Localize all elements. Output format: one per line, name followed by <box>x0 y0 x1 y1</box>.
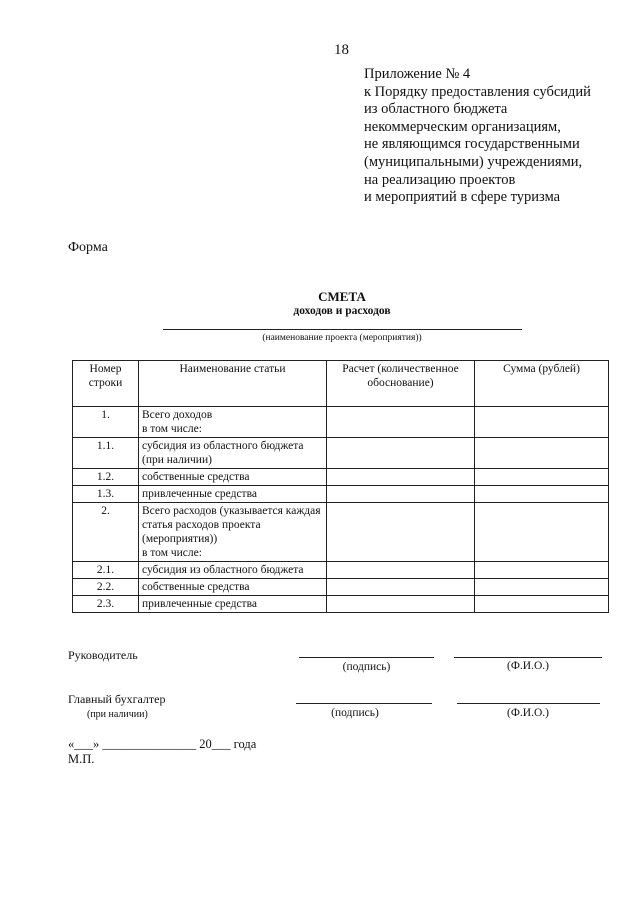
row-number: 2.2. <box>73 579 139 596</box>
row-number: 1.1. <box>73 438 139 469</box>
accountant-signature-caption: (подпись) <box>331 707 379 719</box>
row-item-name: собственные средства <box>139 579 327 596</box>
row-amount-cell[interactable] <box>475 469 609 486</box>
appendix-heading <box>364 66 591 207</box>
row-item-name: привлеченные средства <box>139 486 327 503</box>
appendix-line: некоммерческим организациям, <box>364 118 561 135</box>
row-amount-cell[interactable] <box>475 562 609 579</box>
project-name-caption: (наименование проекта (мероприятия)) <box>262 333 422 343</box>
accountant-note: (при наличии) <box>87 709 148 720</box>
table-row <box>73 486 609 503</box>
row-item-name: привлеченные средства <box>139 596 327 613</box>
table-row <box>73 503 609 562</box>
row-number: 1. <box>73 407 139 438</box>
head-label: Руководитель <box>68 648 138 662</box>
appendix-line: не являющимся государственными <box>364 136 580 153</box>
row-item-name: собственные средства <box>139 469 327 486</box>
row-calculation-cell[interactable] <box>327 579 475 596</box>
header-item-name: Наименование статьи <box>139 361 327 407</box>
row-number: 1.2. <box>73 469 139 486</box>
head-name-caption: (Ф.И.О.) <box>507 660 549 672</box>
row-amount-cell[interactable] <box>475 407 609 438</box>
row-calculation-cell[interactable] <box>327 596 475 613</box>
table-row <box>73 407 609 438</box>
document-title: СМЕТА <box>318 289 366 304</box>
row-amount-cell[interactable] <box>475 596 609 613</box>
table-row <box>73 469 609 486</box>
row-item-line: в том числе: <box>142 547 202 559</box>
row-amount-cell[interactable] <box>475 438 609 469</box>
date-line: «___» _______________ 20___ года <box>68 737 257 751</box>
table-row <box>73 579 609 596</box>
row-item-name <box>139 503 327 562</box>
appendix-line: (муниципальными) учреждениями, <box>364 153 583 170</box>
appendix-line: Приложение № 4 <box>364 66 471 82</box>
accountant-name-caption: (Ф.И.О.) <box>507 707 549 719</box>
appendix-line: и мероприятий в сфере туризма <box>364 189 561 206</box>
row-calculation-cell[interactable] <box>327 562 475 579</box>
row-item-line: в том числе: <box>142 423 202 435</box>
row-item-name: субсидия из областного бюджета (при наличии) <box>139 438 327 469</box>
header-amount: Сумма (рублей) <box>475 361 609 407</box>
appendix-line: к Порядку предоставления субсидий <box>364 83 591 100</box>
page-number: 18 <box>334 42 349 58</box>
row-calculation-cell[interactable] <box>327 486 475 503</box>
header-calculation: Расчет (количественное обоснование) <box>327 361 475 407</box>
row-calculation-cell[interactable] <box>327 407 475 438</box>
appendix-line: на реализацию проектов <box>364 171 516 188</box>
row-calculation-cell[interactable] <box>327 438 475 469</box>
table-row <box>73 438 609 469</box>
row-item-line: Всего доходов <box>142 409 213 421</box>
row-calculation-cell[interactable] <box>327 469 475 486</box>
row-number: 1.3. <box>73 486 139 503</box>
row-item-line: Всего расходов (указывается каждая статья расходов проекта (мероприятия)) <box>142 505 321 545</box>
accountant-label: Главный бухгалтер <box>68 692 166 706</box>
head-signature-caption: (подпись) <box>342 661 391 673</box>
table-row <box>73 596 609 613</box>
head-signature-line[interactable] <box>299 657 434 658</box>
row-calculation-cell[interactable] <box>327 503 475 562</box>
head-name-line[interactable] <box>454 657 602 658</box>
appendix-line: из областного бюджета <box>364 101 508 118</box>
estimate-table <box>72 360 609 613</box>
form-label: Форма <box>68 240 108 255</box>
row-number: 2.1. <box>73 562 139 579</box>
stamp-label: М.П. <box>68 752 95 766</box>
row-amount-cell[interactable] <box>475 579 609 596</box>
row-number: 2.3. <box>73 596 139 613</box>
row-amount-cell[interactable] <box>475 503 609 562</box>
header-row-number: Номер строки <box>73 361 139 407</box>
row-amount-cell[interactable] <box>475 486 609 503</box>
table-row <box>73 562 609 579</box>
document-subtitle: доходов и расходов <box>293 305 391 317</box>
row-item-name <box>139 407 327 438</box>
accountant-name-line[interactable] <box>457 703 600 704</box>
project-name-line <box>163 329 522 330</box>
row-number: 2. <box>73 503 139 562</box>
row-item-name: субсидия из областного бюджета <box>139 562 327 579</box>
table-header-row <box>73 361 609 407</box>
accountant-signature-line[interactable] <box>296 703 432 704</box>
